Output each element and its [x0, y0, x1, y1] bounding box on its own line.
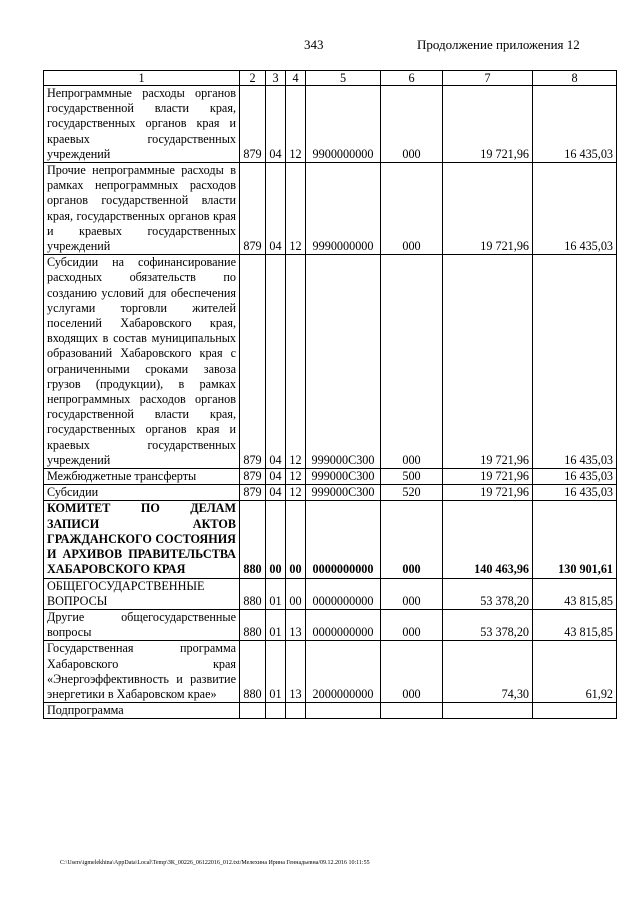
row-amount-2: 16 435,03 — [533, 86, 617, 163]
row-ministry-code: 879 — [240, 163, 266, 255]
row-amount-1 — [443, 703, 533, 719]
col-header-1: 1 — [44, 71, 240, 86]
row-expense-type: 000 — [381, 578, 443, 609]
row-amount-1: 53 378,20 — [443, 609, 533, 640]
row-amount-2: 16 435,03 — [533, 469, 617, 485]
row-amount-1: 19 721,96 — [443, 163, 533, 255]
row-amount-1: 19 721,96 — [443, 469, 533, 485]
continuation-label: Продолжение приложения 12 — [417, 37, 580, 52]
row-ministry-code: 880 — [240, 641, 266, 703]
row-amount-1: 19 721,96 — [443, 255, 533, 469]
table-row — [44, 86, 617, 163]
row-section: 04 — [266, 485, 286, 501]
row-target-article: 999000С300 — [306, 485, 381, 501]
row-subsection: 12 — [286, 255, 306, 469]
row-subsection: 12 — [286, 469, 306, 485]
row-ministry-code: 880 — [240, 578, 266, 609]
table-row — [44, 703, 617, 719]
row-ministry-code: 880 — [240, 501, 266, 578]
row-amount-1: 140 463,96 — [443, 501, 533, 578]
row-subsection: 12 — [286, 163, 306, 255]
row-subsection: 00 — [286, 578, 306, 609]
row-ministry-code: 879 — [240, 255, 266, 469]
row-subsection: 13 — [286, 609, 306, 640]
row-expense-type: 000 — [381, 86, 443, 163]
row-amount-2 — [533, 703, 617, 719]
row-target-article: 9990000000 — [306, 163, 381, 255]
row-expense-type — [381, 703, 443, 719]
row-section: 01 — [266, 578, 286, 609]
row-amount-2: 43 815,85 — [533, 578, 617, 609]
col-header-3: 3 — [266, 71, 286, 86]
row-target-article — [306, 703, 381, 719]
table-row — [44, 641, 617, 703]
table-row — [44, 469, 617, 485]
row-name: Прочие непрограммные расходы в рамках непрограммных расходов органов государственной власти края, государственных органов края и краевых государственных учреждений — [44, 163, 240, 255]
row-section: 04 — [266, 163, 286, 255]
row-ministry-code — [240, 703, 266, 719]
row-amount-2: 16 435,03 — [533, 163, 617, 255]
row-ministry-code: 880 — [240, 609, 266, 640]
table-row — [44, 255, 617, 469]
table-header-row — [44, 71, 617, 86]
row-expense-type: 000 — [381, 609, 443, 640]
row-name: ОБЩЕГОСУДАРСТВЕННЫЕ ВОПРОСЫ — [44, 578, 240, 609]
row-expense-type: 520 — [381, 485, 443, 501]
row-subsection: 13 — [286, 641, 306, 703]
row-amount-2: 130 901,61 — [533, 501, 617, 578]
row-section: 01 — [266, 609, 286, 640]
row-subsection: 00 — [286, 501, 306, 578]
row-name: Межбюджетные трансферты — [44, 469, 240, 485]
row-name: Подпрограмма — [44, 703, 240, 719]
row-section — [266, 703, 286, 719]
row-expense-type: 000 — [381, 163, 443, 255]
row-section: 04 — [266, 255, 286, 469]
row-subsection: 12 — [286, 86, 306, 163]
page-number: 343 — [304, 37, 324, 52]
row-section: 04 — [266, 86, 286, 163]
row-section: 04 — [266, 469, 286, 485]
row-name: КОМИТЕТ ПО ДЕЛАМ ЗАПИСИ АКТОВ ГРАЖДАНСКОГО СОСТОЯНИЯ И АРХИВОВ ПРАВИТЕЛЬСТВА ХАБАРОВСКОГО КРАЯ — [44, 501, 240, 578]
row-ministry-code: 879 — [240, 485, 266, 501]
row-target-article: 0000000000 — [306, 501, 381, 578]
row-amount-2: 16 435,03 — [533, 485, 617, 501]
budget-table — [43, 70, 617, 719]
col-header-5: 5 — [306, 71, 381, 86]
row-target-article: 9900000000 — [306, 86, 381, 163]
row-ministry-code: 879 — [240, 469, 266, 485]
table-row — [44, 485, 617, 501]
col-header-7: 7 — [443, 71, 533, 86]
col-header-6: 6 — [381, 71, 443, 86]
row-expense-type: 000 — [381, 641, 443, 703]
row-target-article: 0000000000 — [306, 578, 381, 609]
row-section: 01 — [266, 641, 286, 703]
row-expense-type: 500 — [381, 469, 443, 485]
col-header-8: 8 — [533, 71, 617, 86]
row-target-article: 2000000000 — [306, 641, 381, 703]
row-amount-1: 74,30 — [443, 641, 533, 703]
row-amount-2: 43 815,85 — [533, 609, 617, 640]
row-amount-2: 16 435,03 — [533, 255, 617, 469]
table-row — [44, 501, 617, 578]
table-row — [44, 609, 617, 640]
row-ministry-code: 879 — [240, 86, 266, 163]
row-target-article: 999000С300 — [306, 469, 381, 485]
row-name: Субсидии на софинансирование расходных обязательств по созданию условий для обеспечения услугами торговли жителей поселений Хабаровского края, входящих в состав муниципальных образований Хабаровского края с ограниченными сроками завоза грузов (продукции), в рамках непрограммных расходов органов государственной власти края, государственных органов края и краевых государственных учреждений — [44, 255, 240, 469]
row-name: Другие общегосударственные вопросы — [44, 609, 240, 640]
row-amount-1: 19 721,96 — [443, 86, 533, 163]
footer-file-path: C:\Users\igmelekhina\AppData\Local\Temp\ЗК_00226_06122016_012.txt/Мелехина Ирина Геннадьевна/09.12.2016 10:11:55 — [60, 860, 370, 866]
row-target-article: 999000С300 — [306, 255, 381, 469]
row-expense-type: 000 — [381, 501, 443, 578]
row-amount-1: 19 721,96 — [443, 485, 533, 501]
col-header-2: 2 — [240, 71, 266, 86]
col-header-4: 4 — [286, 71, 306, 86]
row-subsection: 12 — [286, 485, 306, 501]
table-row — [44, 163, 617, 255]
table-row — [44, 578, 617, 609]
row-name: Непрограммные расходы органов государственной власти края, государственных органов края и краевых государственных учреждений — [44, 86, 240, 163]
row-amount-1: 53 378,20 — [443, 578, 533, 609]
row-name: Субсидии — [44, 485, 240, 501]
row-expense-type: 000 — [381, 255, 443, 469]
row-amount-2: 61,92 — [533, 641, 617, 703]
row-subsection — [286, 703, 306, 719]
row-target-article: 0000000000 — [306, 609, 381, 640]
row-section: 00 — [266, 501, 286, 578]
row-name: Государственная программа Хабаровского края «Энергоэффективность и развитие энергетики в Хабаровском крае» — [44, 641, 240, 703]
